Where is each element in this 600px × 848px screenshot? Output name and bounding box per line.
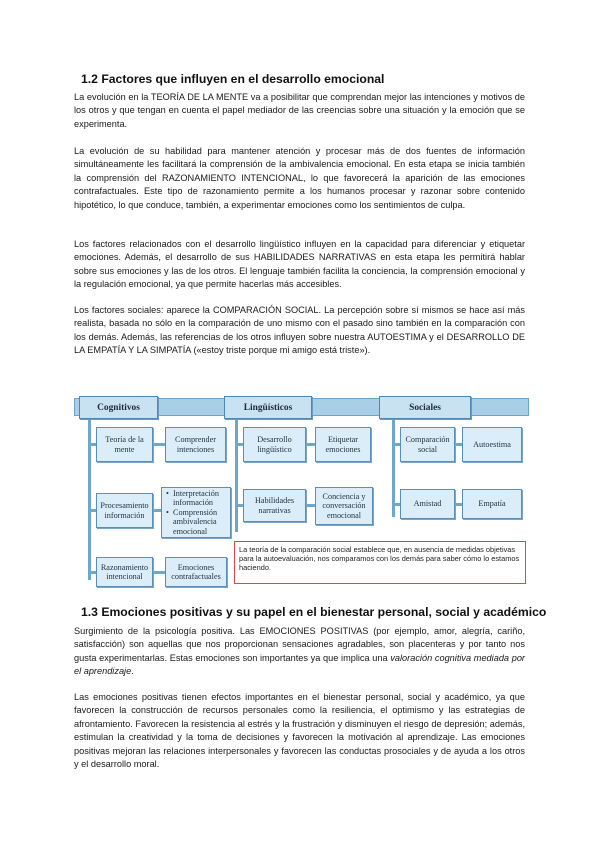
box-conciencia-conversacion: Conciencia y conversación emocional	[315, 487, 373, 525]
paragraph-factores-sociales: Los factores sociales: aparece la COMPARACIÓN SOCIAL. La percepción sobre sí mismos se hace así más realista, basada no sólo en la comparación de uno mismo con el pasado sino también en la comparación con los demás. Además, las referencias de los otros influyen sobre nuestra AUTOESTIMA y el DESARROLLO DE LA EMPATÍA Y LA SIMPATÍA («estoy triste porque mi amigo está triste»).	[74, 305, 525, 356]
box-etiquetar-emociones: Etiquetar emociones	[315, 427, 371, 462]
box-habilidades-narrativas: Habilidades narrativas	[243, 489, 306, 522]
connector-sociales	[392, 417, 395, 517]
header-sociales: Sociales	[379, 396, 471, 419]
paragraph-desarrollo-linguistico: Los factores relacionados con el desarrollo lingüístico influyen en la capacidad para diferenciar y etiquetar emociones. Además, el desarrollo de sus HABILIDADES NARRATIVAS en esta etapa les permitirá hablar sobre sus emociones y las de los otros. El lenguaje también facilita la conciencia, la comprensión emocional y la regulación emocional, ya que permite hacerlas más accesibles.	[74, 239, 525, 290]
box-procesamiento-informacion: Procesamiento información	[96, 493, 153, 528]
bullet-list	[165, 489, 230, 536]
paragraph-text-end: .	[131, 666, 134, 677]
connector-h	[151, 443, 166, 446]
box-interpretacion-list	[161, 487, 231, 538]
box-autoestima: Autoestima	[462, 427, 522, 462]
paragraph-habilidad-atencion: La evolución de su habilidad para mantener atención y procesar más de dos fuentes de información simultáneamente les facilitará la comprensión de la ambivalencia emocional. En esta etapa se inicia también la comprensión del RAZONAMIENTO INTENCIONAL, lo que favorecerá la aparición de las emociones contrafactuales. Este tipo de razonamiento permite a los humanos procesar y razonar sobre contenido hipotético, lo que conduce, también, a experimentar emociones como los sentimientos de culpa.	[74, 146, 525, 210]
connector-h	[151, 571, 166, 574]
bullet-comprension: • Comprensión ambivalencia emocional	[173, 508, 230, 536]
paragraph-efectos-emociones: Las emociones positivas tienen efectos importantes en el bienestar personal, social y académico, ya que favorecen la construcción de recursos personales como la resiliencia, el optimismo y las estrategias de afrontamiento. Favorecen la resistencia al estrés y la frustración y disminuyen el riesgo de depresión; además, estimulan la creatividad y la toma de decisiones y favorecen la motivación al aprendizaje. Las emociones positivas mejoran las relaciones interpersonales y favorecen las conductas prosociales y de ayuda a los otros y el desarrollo moral.	[74, 692, 525, 770]
box-desarrollo-linguistico: Desarrollo lingüístico	[243, 427, 306, 462]
bullet-interpretacion: • Interpretación información	[173, 489, 230, 508]
paragraph-teoria-mente: La evolución en la TEORÍA DE LA MENTE va a posibilitar que comprendan mejor las intenciones y motivos de los otros y que tengan en cuenta el papel mediador de las creencias sobre una situación y la emoción que se experimenta.	[74, 92, 525, 129]
box-comparacion-social: Comparación social	[400, 427, 455, 462]
header-linguisticos: Lingüísticos	[224, 396, 312, 419]
paragraph-italic-text: valoración cognitiva mediada por el aprendizaje	[74, 652, 525, 677]
paragraph-emociones-positivas	[74, 625, 525, 679]
box-empatia: Empatía	[462, 489, 522, 519]
comparison-theory-note: La teoría de la comparación social establece que, en ausencia de medidas objetivas para la autoevaluación, nos comparamos con los demás para saber cómo lo estamos haciendo.	[234, 541, 526, 584]
box-comprender-intenciones: Comprender intenciones	[165, 427, 226, 462]
box-emociones-contrafactuales: Emociones contrafactuales	[165, 557, 227, 587]
connector-cognitivos	[88, 417, 91, 580]
connector-linguisticos	[235, 417, 238, 532]
box-teoria-mente: Teoría de la mente	[96, 427, 153, 462]
paragraph-text: Surgimiento de la psicología positiva. Las EMOCIONES POSITIVAS (por ejemplo, amor, alegría, cariño, satisfacción) son aquellas que nos proporcionan sensaciones agradables, son placenteras y por tanto nos gusta experimentarlas. Estas emociones son importantes ya que implica una	[74, 626, 525, 663]
section-heading-1-2: 1.2 Factores que influyen en el desarrollo emocional	[81, 72, 385, 86]
factors-diagram	[71, 383, 530, 591]
section-heading-1-3: 1.3 Emociones positivas y su papel en el bienestar personal, social y académico	[81, 605, 547, 619]
box-amistad: Amistad	[400, 489, 455, 519]
header-cognitivos: Cognitivos	[79, 396, 158, 419]
box-razonamiento-intencional: Razonamiento intencional	[96, 557, 153, 587]
